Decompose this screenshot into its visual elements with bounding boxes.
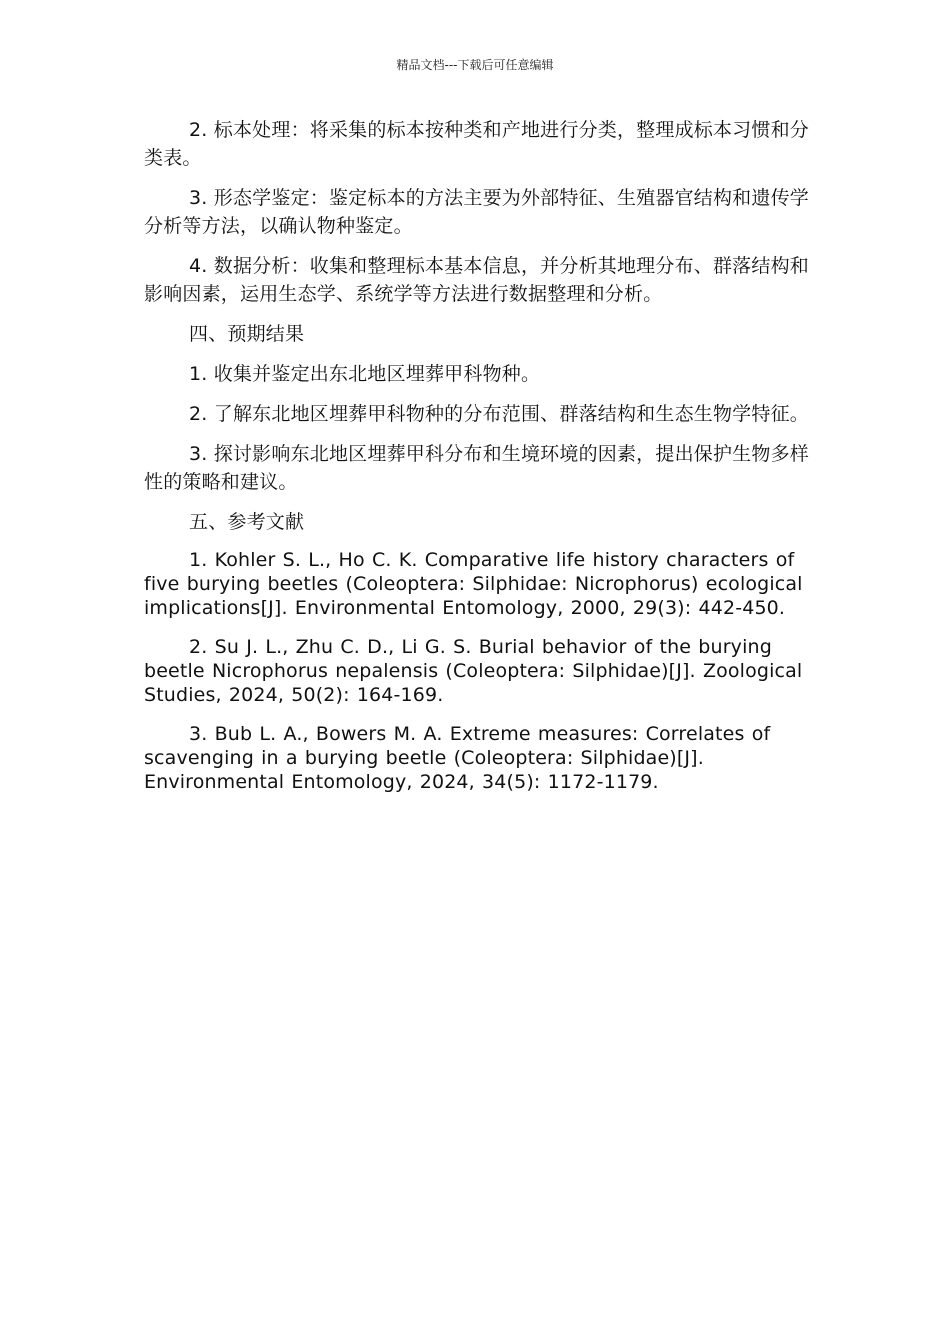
page-header: 精品文档---下载后可任意编辑 (396, 58, 554, 72)
paragraph-data-analysis: 4. 数据分析：收集和整理标本基本信息，并分析其地理分布、群落结构和影响因素，运用生态学、系统学等方法进行数据整理和分析。 (144, 255, 809, 305)
reference-item-1: 1. Kohler S. L., Ho C. K. Comparative life history characters of five burying beetles (Coleoptera: Silphidae: Nicrophorus) ecological implications[J]. Environmental Entomology, 2000, 29(3): 442-450. (144, 549, 803, 619)
section-heading-references: 五、参考文献 (189, 511, 305, 533)
reference-item-2: 2. Su J. L., Zhu C. D., Li G. S. Burial behavior of the burying beetle Nicrophorus nepalensis (Coleoptera: Silphidae)[J]. Zoological Studies, 2024, 50(2): 164-169. (144, 636, 803, 706)
paragraph-morphological-identification: 3. 形态学鉴定：鉴定标本的方法主要为外部特征、生殖器官结构和遗传学分析等方法，以确认物种鉴定。 (144, 187, 809, 237)
paragraph-result-3: 3. 探讨影响东北地区埋葬甲科分布和生境环境的因素，提出保护生物多样性的策略和建议。 (144, 443, 809, 493)
reference-item-3: 3. Bub L. A., Bowers M. A. Extreme measures: Correlates of scavenging in a burying beetle (Coleoptera: Silphidae)[J]. Environmental Entomology, 2024, 34(5): 1172-1179. (144, 723, 771, 793)
paragraph-specimen-processing: 2. 标本处理：将采集的标本按种类和产地进行分类，整理成标本习惯和分类表。 (144, 119, 809, 169)
paragraph-result-1: 1. 收集并鉴定出东北地区埋葬甲科物种。 (189, 363, 541, 385)
paragraph-result-2: 2. 了解东北地区埋葬甲科物种的分布范围、群落结构和生态生物学特征。 (189, 403, 809, 425)
document-body (144, 116, 809, 809)
section-heading-expected-results: 四、预期结果 (189, 323, 305, 345)
